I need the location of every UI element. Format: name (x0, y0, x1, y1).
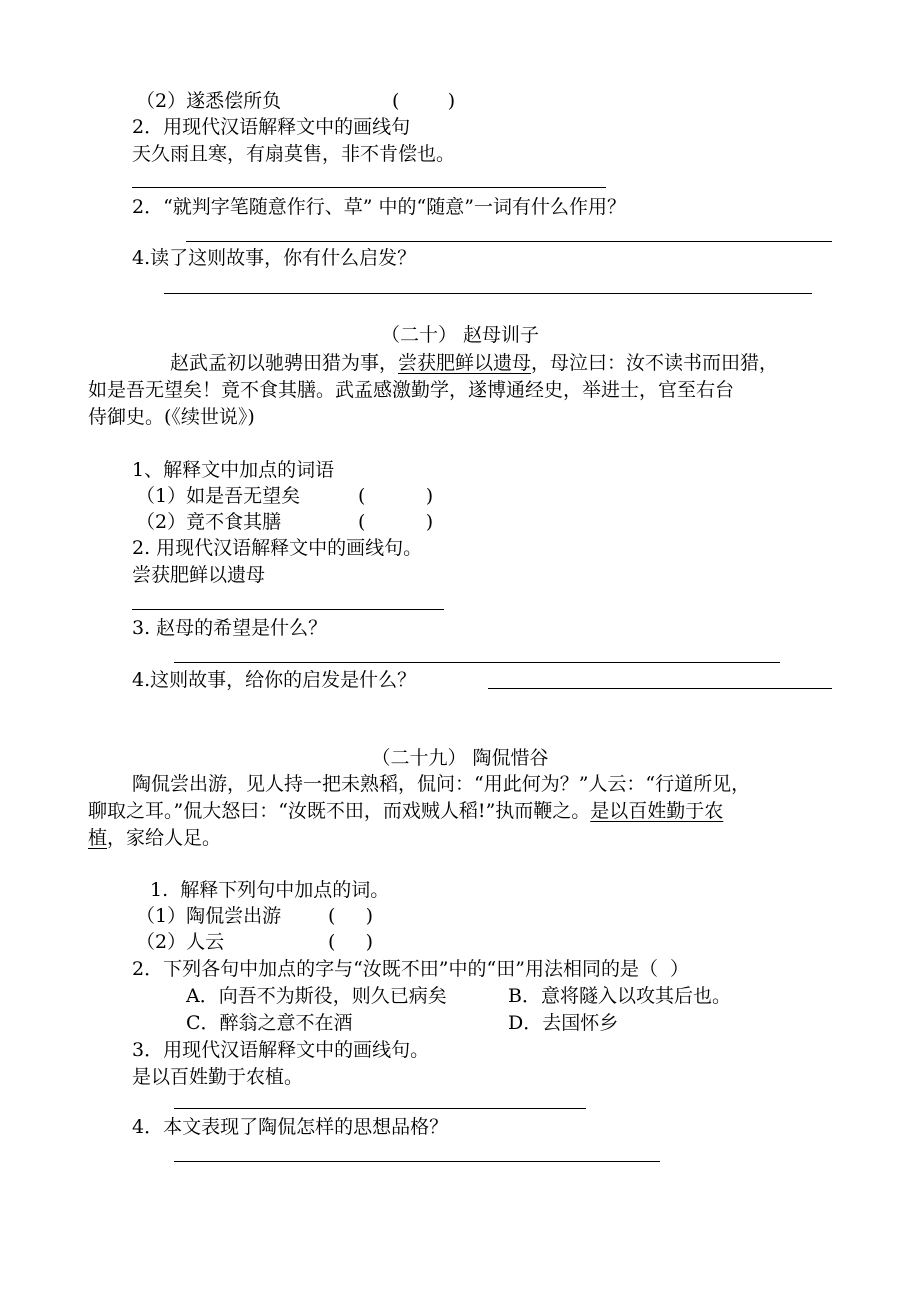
question-4: 4.这则故事，给你的启发是什么？ (132, 669, 417, 691)
answer-line[interactable] (164, 293, 812, 294)
answer-line[interactable] (132, 609, 444, 610)
underlined-sentence: 植 (88, 827, 108, 849)
section-title-29: （二十九） 陶侃惜谷 (371, 747, 549, 769)
passage-line-2: 如是吾无望矣！竟不食其膳。武孟感激勤学，遂博通经史，举进士，官至右台 (88, 379, 735, 401)
question-2-sentence: 天久雨且寒，有扇莫售，非不肯偿也。 (132, 143, 456, 165)
question-3: 3. 赵母的希望是什么？ (132, 617, 328, 639)
question-3-sentence: 是以百姓勤于农植。 (132, 1066, 304, 1088)
answer-line[interactable] (174, 1108, 586, 1109)
q1-item1: （1）陶侃尝出游 (136, 905, 282, 927)
question-4: 4．本文表现了陶侃怎样的思想品格？ (132, 1116, 449, 1138)
passage-line-2: 聊取之耳。”侃大怒曰：“汝既不田，而戏贼人稻!”执而鞭之。是以百姓勤于农 (88, 800, 724, 822)
question-2: 2．下列各句中加点的字与“汝既不田”中的“田”用法相同的是（ ） (132, 958, 690, 980)
q1-item1-blank[interactable]: ( ) (328, 905, 374, 927)
question-1: 1、解释文中加点的词语 (132, 459, 335, 481)
q1-item2: （2）遂悉偿所负 (136, 90, 282, 112)
passage-line-1: 陶侃尝出游，见人持一把未熟稻，侃问：“用此何为？”人云：“行道所见， (132, 773, 751, 795)
option-c[interactable]: C．醉翁之意不在酒 (186, 1012, 353, 1034)
passage-line-1: 赵武孟初以驰骋田猎为事，尝获肥鲜以遗母，母泣曰：汝不读书而田猎， (170, 352, 779, 374)
question-2-sentence: 尝获肥鲜以遗母 (132, 564, 266, 586)
q1-item2-blank[interactable]: ( ) (358, 511, 434, 533)
answer-line[interactable] (186, 241, 832, 242)
q1-item2-blank[interactable]: ( ) (328, 931, 374, 953)
answer-line[interactable] (174, 1161, 660, 1162)
underlined-sentence: 尝获肥鲜以遗母 (398, 352, 532, 374)
question-3: 2．“就判字笔随意作行、草” 中的“随意”一词有什么作用？ (132, 196, 626, 218)
option-a[interactable]: A．向吾不为斯役，则久已病矣 (186, 985, 447, 1007)
q1-item1: （1）如是吾无望矣 (136, 485, 301, 507)
question-4: 4.读了这则故事，你有什么启发？ (132, 247, 417, 269)
passage-line-3: 侍御史。(《续世说》) (88, 406, 255, 428)
q1-item1-blank[interactable]: ( ) (358, 485, 434, 507)
question-2: 2．用现代汉语解释文中的画线句 (132, 116, 411, 138)
option-d[interactable]: D．去国怀乡 (508, 1012, 619, 1034)
answer-line[interactable] (488, 688, 832, 689)
answer-line[interactable] (132, 187, 606, 188)
passage-line-3: 植，家给人足。 (88, 827, 222, 849)
q1-item2-blank[interactable]: ( ) (392, 90, 456, 112)
option-b[interactable]: B．意将隧入以攻其后也。 (508, 985, 731, 1007)
section-title-20: （二十） 赵母训子 (380, 324, 540, 346)
q1-item2: （2）人云 (136, 931, 225, 953)
question-1: 1. 解释下列句中加点的词。 (150, 879, 390, 901)
answer-line[interactable] (174, 662, 780, 663)
question-2: 2. 用现代汉语解释文中的画线句。 (132, 537, 423, 559)
underlined-sentence: 是以百姓勤于农 (590, 800, 724, 822)
question-3: 3．用现代汉语解释文中的画线句。 (132, 1039, 430, 1061)
q1-item2: （2）竟不食其膳 (136, 511, 282, 533)
